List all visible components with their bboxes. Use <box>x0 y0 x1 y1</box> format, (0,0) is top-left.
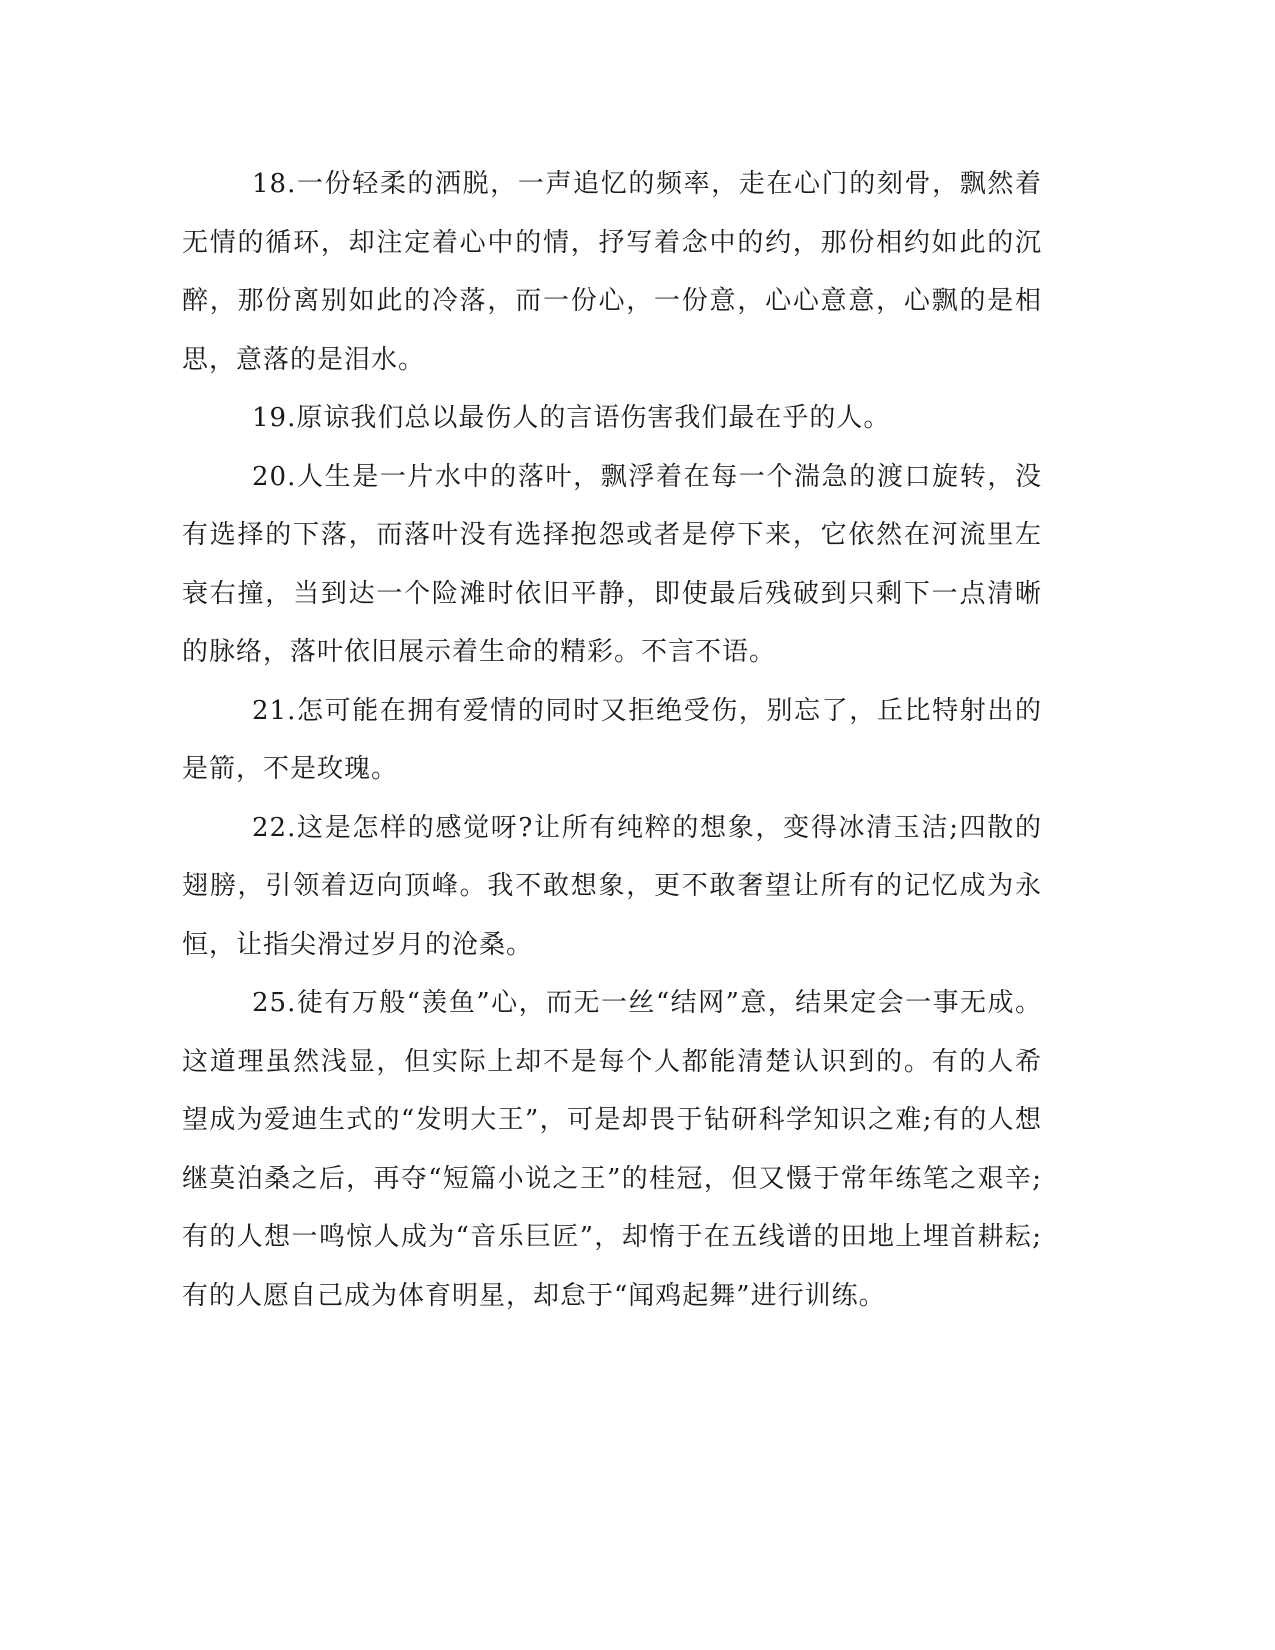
paragraph-19: 19.原谅我们总以最伤人的言语伤害我们最在乎的人。 <box>252 403 891 433</box>
document-body <box>182 155 1042 1325</box>
paragraph-22: 22.这是怎样的感觉呀?让所有纯粹的想象，变得冰清玉洁;四散的翅膀，引领着迈向顶峰。我不敢想象，更不敢奢望让所有的记忆成为永恒，让指尖滑过岁月的沧桑。 <box>182 812 1042 960</box>
paragraph-18: 18.一份轻柔的洒脱，一声追忆的频率，走在心门的刻骨，飘然着无情的循环，却注定着心中的情，抒写着念中的约，那份相约如此的沉醉，那份离别如此的冷落，而一份心，一份意，心心意意，心飘的是相思，意落的是泪水。 <box>182 169 1042 375</box>
paragraph-25: 25.徒有万般“羡鱼”心，而无一丝“结网”意，结果定会一事无成。这道理虽然浅显，但实际上却不是每个人都能清楚认识到的。有的人希望成为爱迪生式的“发明大王”，可是却畏于钻研科学知识之难;有的人想继莫泊桑之后，再夺“短篇小说之王”的桂冠，但又慑于常年练笔之艰辛;有的人想一鸣惊人成为“音乐巨匠”，却惰于在五线谱的田地上埋首耕耘;有的人愿自己成为体育明星，却怠于“闻鸡起舞”进行训练。 <box>182 988 1042 1311</box>
paragraph-21: 21.怎可能在拥有爱情的同时又拒绝受伤，别忘了，丘比特射出的是箭，不是玫瑰。 <box>182 695 1042 784</box>
paragraph-20: 20.人生是一片水中的落叶，飘浮着在每一个湍急的渡口旋转，没有选择的下落，而落叶没有选择抱怨或者是停下来，它依然在河流里左衰右撞，当到达一个险滩时依旧平静，即使最后残破到只剩下一点清晰的脉络，落叶依旧展示着生命的精彩。不言不语。 <box>182 461 1042 667</box>
